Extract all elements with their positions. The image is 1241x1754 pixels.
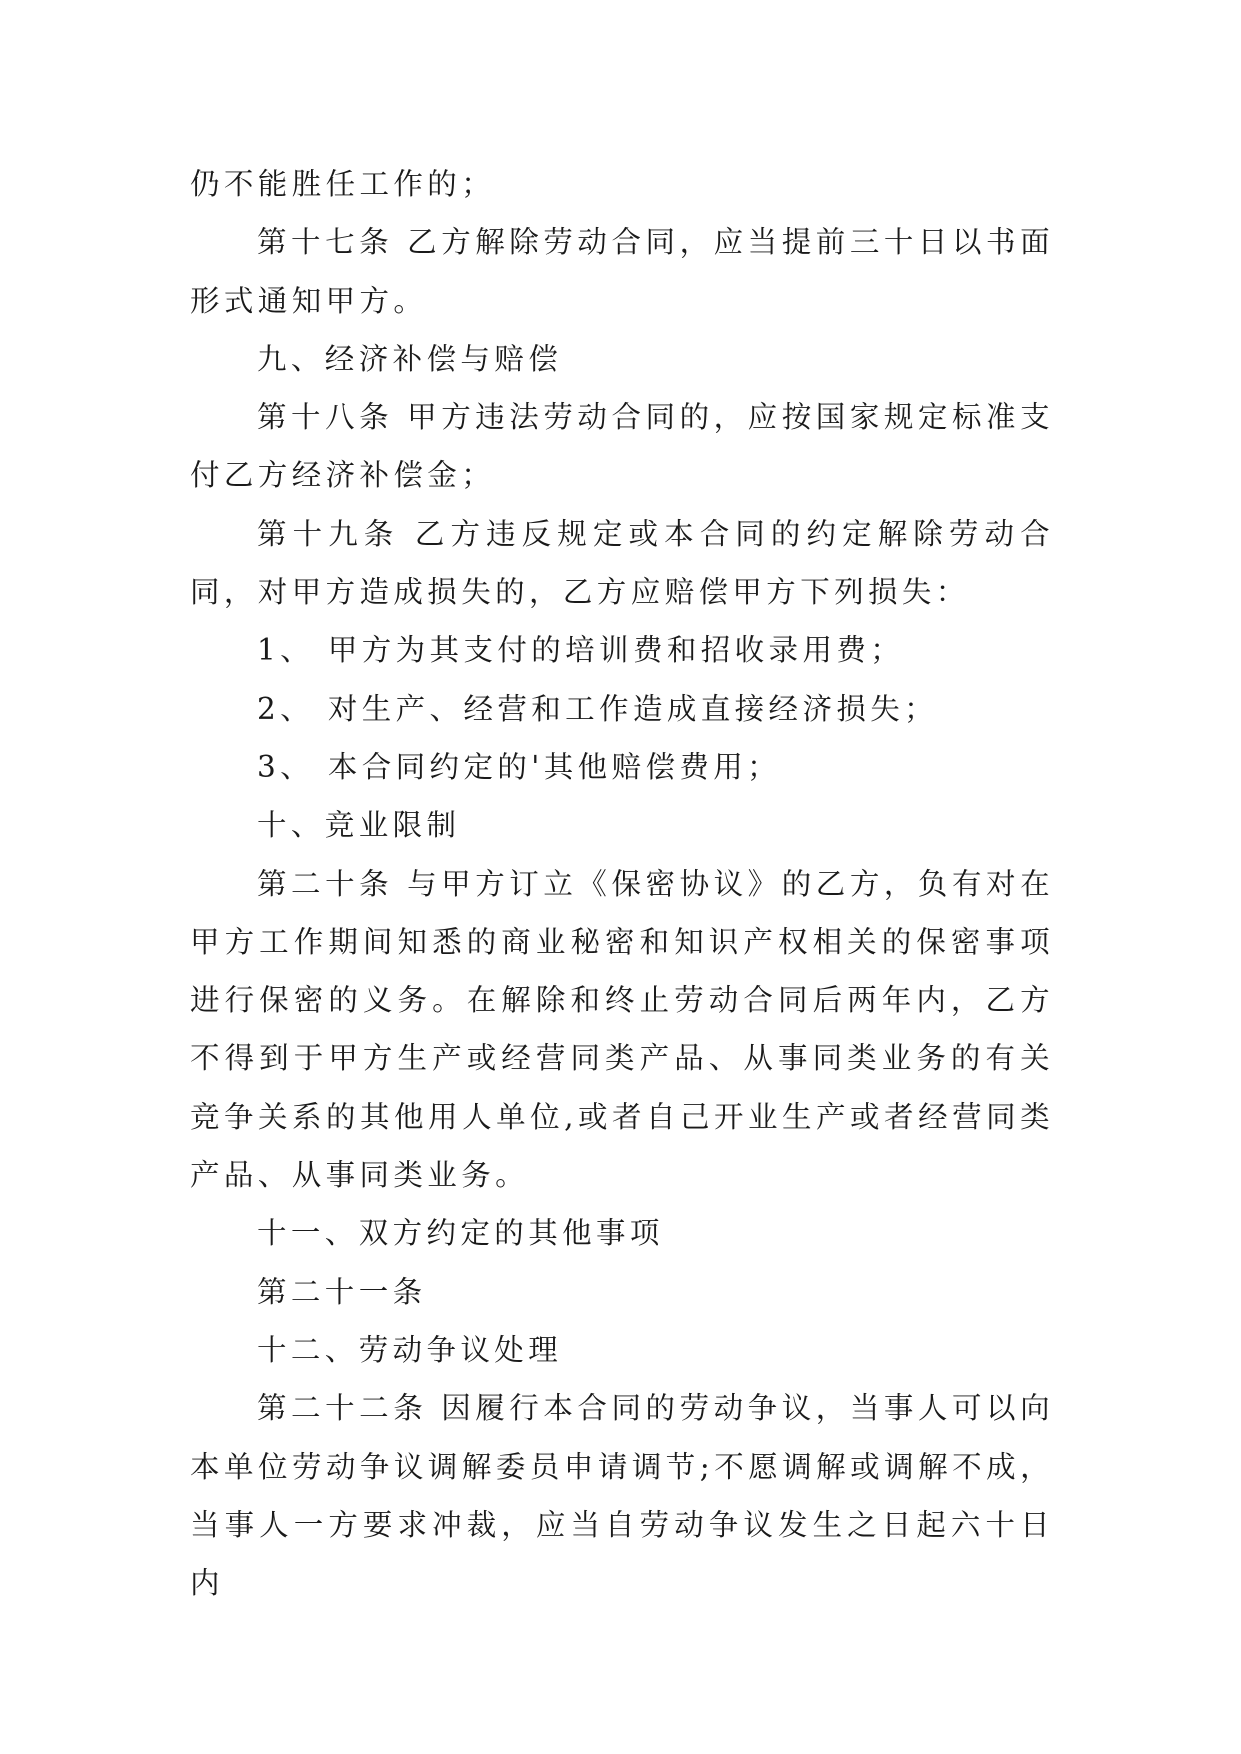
section-heading-compensation: 九、经济补偿与赔偿 xyxy=(257,341,563,376)
article-21: 第二十一条 xyxy=(257,1274,427,1309)
article-17: 第十七条 乙方解除劳动合同，应当提前三十日以书面形式通知甲方。 xyxy=(190,225,1054,318)
paragraph-continued: 仍不能胜任工作的； xyxy=(190,167,496,201)
article-18: 第十八条 甲方违法劳动合同的，应按国家规定标准支付乙方经济补偿金； xyxy=(190,400,1054,493)
list-item-3: 3、 本合同约定的'其他赔偿费用； xyxy=(257,749,782,784)
section-heading-other-matters: 十一、双方约定的其他事项 xyxy=(257,1216,664,1251)
list-item-1: 1、 甲方为其支付的培训费和招收录用费； xyxy=(257,633,905,668)
article-20: 第二十条 与甲方订立《保密协议》的乙方，负有对在甲方工作期间知悉的商业秘密和知识产权相关的保密事项进行保密的义务。在解除和终止劳动合同后两年内，乙方不得到于甲方生产或经营同类产品、从事同类业务的有关竞争关系的其他用人单位,或者自己开业生产或者经营同类产品、从事同类业务。 xyxy=(190,866,1054,1193)
article-19: 第十九条 乙方违反规定或本合同的约定解除劳动合同，对甲方造成损失的，乙方应赔偿甲方下列损失： xyxy=(190,516,1054,610)
list-item-2: 2、 对生产、经营和工作造成直接经济损失； xyxy=(257,691,939,726)
section-heading-dispute: 十二、劳动争议处理 xyxy=(257,1332,563,1367)
section-heading-noncompete: 十、竞业限制 xyxy=(257,808,461,843)
article-22: 第二十二条 因履行本合同的劳动争议，当事人可以向本单位劳动争议调解委员申请调节;不愿调解或调解不成，当事人一方要求冲裁，应当自劳动争议发生之日起六十日内 xyxy=(190,1391,1054,1601)
document-body xyxy=(190,155,1054,1612)
